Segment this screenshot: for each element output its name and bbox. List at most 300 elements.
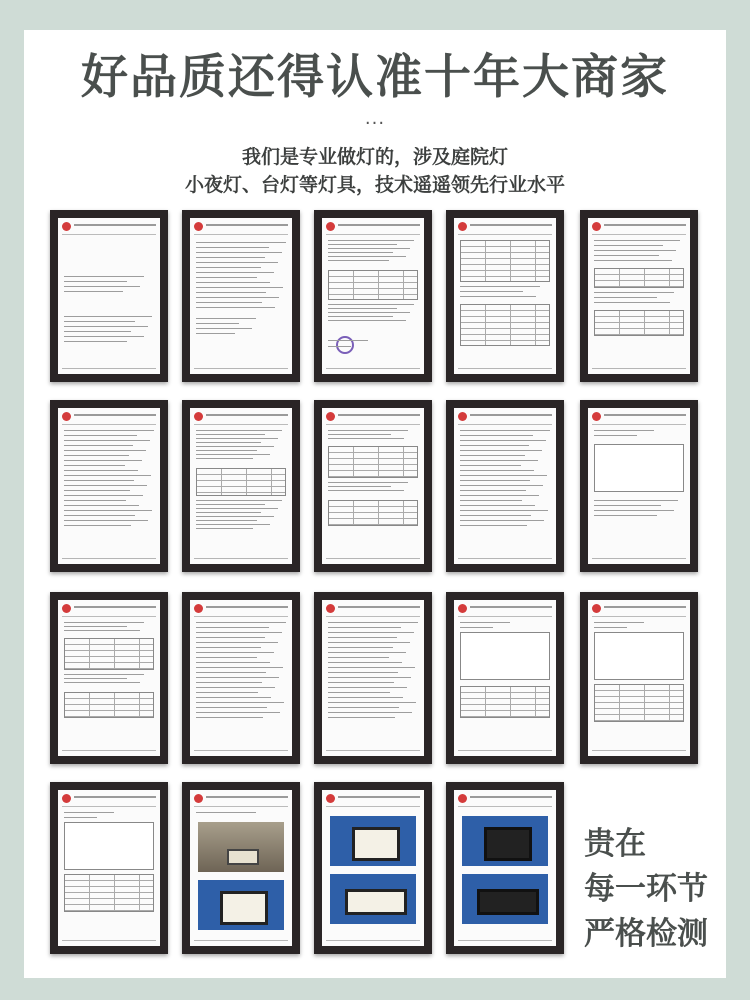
text-line	[328, 248, 410, 249]
certificate-frame	[446, 400, 564, 572]
header-divider	[194, 234, 288, 235]
certificate-page	[190, 218, 292, 374]
slogan-line-1: 贵在	[584, 826, 646, 862]
text-line	[328, 662, 402, 663]
text-line	[64, 440, 150, 441]
lab-logo-icon	[194, 222, 203, 231]
header-rule	[604, 224, 686, 226]
certificate-frame	[314, 210, 432, 382]
lamp-icon	[484, 827, 531, 861]
header-divider	[592, 616, 686, 617]
text-line	[328, 682, 394, 683]
text-line	[328, 657, 389, 658]
footer-rule	[592, 558, 686, 559]
text-line	[328, 240, 414, 241]
text-line	[64, 525, 131, 526]
text-line	[64, 480, 134, 481]
text-line	[196, 277, 257, 278]
header-rule	[74, 796, 156, 798]
setup-diagram	[460, 632, 550, 680]
text-line	[196, 323, 239, 324]
subtitle-line-2: 小夜灯、台灯等灯具，技术遥遥领先行业水平	[184, 174, 565, 196]
header-divider	[62, 424, 156, 425]
header-rule	[206, 606, 288, 608]
text-line	[328, 486, 391, 487]
text-line	[64, 326, 148, 327]
certificate-page	[454, 600, 556, 756]
text-line	[196, 682, 262, 683]
text-line	[196, 307, 275, 308]
text-line	[64, 485, 147, 486]
text-line	[460, 627, 493, 628]
text-line	[196, 647, 261, 648]
text-line	[196, 508, 278, 509]
header-divider	[458, 806, 552, 807]
data-table	[64, 874, 154, 912]
text-line	[196, 667, 283, 668]
slogan-line-2: 每一环节	[584, 871, 708, 907]
data-table	[328, 270, 418, 300]
text-line	[196, 524, 270, 525]
text-line	[460, 286, 540, 287]
header-rule	[338, 224, 420, 226]
lab-logo-icon	[326, 604, 335, 613]
text-line	[328, 340, 368, 341]
header-rule	[338, 796, 420, 798]
text-line	[196, 247, 269, 248]
text-line	[328, 717, 395, 718]
text-line	[64, 460, 142, 461]
text-line	[594, 245, 663, 246]
text-line	[594, 302, 670, 303]
certificate-frame	[50, 210, 168, 382]
text-line	[196, 242, 286, 243]
footer-rule	[326, 368, 420, 369]
header-divider	[326, 806, 420, 807]
header-rule	[470, 606, 552, 608]
text-line	[64, 430, 154, 431]
text-line	[196, 287, 283, 288]
text-line	[196, 267, 261, 268]
text-line	[196, 272, 274, 273]
lab-logo-icon	[62, 604, 71, 613]
header-rule	[338, 606, 420, 608]
text-line	[196, 657, 257, 658]
text-line	[460, 510, 548, 511]
text-line	[196, 434, 265, 435]
text-line	[64, 495, 143, 496]
text-line	[64, 341, 127, 342]
header-rule	[206, 796, 288, 798]
footer-rule	[194, 940, 288, 941]
lamp-icon	[220, 891, 267, 925]
lab-logo-icon	[194, 604, 203, 613]
text-line	[196, 333, 235, 334]
footer-rule	[326, 940, 420, 941]
text-line	[328, 637, 397, 638]
certificate-frame	[50, 592, 168, 764]
footer-rule	[592, 750, 686, 751]
text-line	[328, 622, 418, 623]
text-line	[594, 255, 659, 256]
lab-logo-icon	[458, 604, 467, 613]
text-line	[460, 435, 533, 436]
text-line	[196, 302, 262, 303]
text-line	[594, 622, 644, 623]
text-line	[328, 627, 401, 628]
lab-logo-icon	[592, 222, 601, 231]
header-rule	[604, 414, 686, 416]
certificate-frame	[314, 782, 432, 954]
text-line	[196, 458, 253, 459]
text-line	[460, 505, 535, 506]
text-line	[64, 626, 127, 627]
text-line	[328, 692, 390, 693]
text-line	[460, 485, 543, 486]
certificate-page	[454, 408, 556, 564]
text-line	[594, 250, 676, 251]
text-line	[460, 515, 531, 516]
footer-rule	[194, 558, 288, 559]
text-line	[328, 430, 408, 431]
certificate-page	[322, 790, 424, 946]
lab-logo-icon	[458, 412, 467, 421]
footer-rule	[592, 368, 686, 369]
text-line	[460, 622, 510, 623]
footer-rule	[194, 750, 288, 751]
divider-dots: ...	[364, 108, 386, 129]
text-line	[460, 480, 530, 481]
data-table	[594, 268, 684, 288]
eut-photo	[198, 822, 284, 872]
emission-chart	[594, 632, 684, 680]
text-line	[460, 296, 536, 297]
text-line	[460, 460, 538, 461]
lab-logo-icon	[326, 222, 335, 231]
footer-rule	[62, 940, 156, 941]
text-line	[328, 667, 415, 668]
text-line	[460, 490, 526, 491]
text-line	[328, 490, 404, 491]
text-line	[460, 470, 534, 471]
footer-rule	[194, 368, 288, 369]
text-line	[460, 455, 525, 456]
eut-photo	[462, 874, 548, 924]
certificate-frame	[182, 782, 300, 954]
header-divider	[458, 234, 552, 235]
text-line	[196, 697, 271, 698]
text-line	[196, 627, 269, 628]
header-divider	[62, 616, 156, 617]
text-line	[460, 500, 522, 501]
certificate-frame	[182, 592, 300, 764]
certificate-page	[588, 408, 690, 564]
text-line	[328, 438, 404, 439]
certificate-page	[190, 408, 292, 564]
text-line	[460, 520, 544, 521]
text-line	[64, 515, 135, 516]
text-line	[328, 702, 416, 703]
text-line	[328, 256, 406, 257]
text-line	[196, 702, 284, 703]
text-line	[64, 630, 140, 631]
header-divider	[592, 234, 686, 235]
text-line	[328, 707, 399, 708]
header-divider	[458, 616, 552, 617]
text-line	[64, 510, 152, 511]
certificate-frame	[182, 210, 300, 382]
certificate-frame	[182, 400, 300, 572]
text-line	[460, 445, 529, 446]
text-line	[196, 662, 270, 663]
lamp-icon	[227, 849, 259, 865]
footer-rule	[62, 558, 156, 559]
header-divider	[326, 424, 420, 425]
text-line	[594, 297, 657, 298]
text-line	[64, 505, 139, 506]
text-line	[196, 677, 279, 678]
text-line	[460, 475, 547, 476]
lab-logo-icon	[194, 412, 203, 421]
certificate-page	[58, 408, 160, 564]
text-line	[328, 647, 393, 648]
header-divider	[194, 424, 288, 425]
lamp-icon	[352, 827, 399, 861]
header-divider	[458, 424, 552, 425]
headline: 好品质还得认准十年大商家	[81, 50, 669, 105]
text-line	[196, 687, 275, 688]
text-line	[328, 260, 389, 261]
text-line	[594, 430, 654, 431]
text-line	[328, 320, 406, 321]
certificate-frame	[446, 782, 564, 954]
text-line	[64, 674, 144, 675]
slogan-line-3: 严格检测	[584, 916, 708, 952]
text-line	[64, 291, 123, 292]
text-line	[196, 438, 278, 439]
text-line	[196, 812, 256, 813]
lamp-icon	[477, 889, 538, 915]
text-line	[64, 520, 148, 521]
text-line	[196, 442, 261, 443]
data-table	[328, 446, 418, 478]
header-divider	[62, 234, 156, 235]
text-line	[196, 528, 253, 529]
text-line	[460, 465, 521, 466]
certificate-frame	[314, 592, 432, 764]
lab-logo-icon	[458, 794, 467, 803]
certificate-frame	[580, 592, 698, 764]
header-rule	[338, 414, 420, 416]
data-table	[594, 684, 684, 722]
text-line	[594, 627, 627, 628]
header-divider	[194, 806, 288, 807]
certificate-frame	[50, 782, 168, 954]
text-line	[64, 450, 146, 451]
eut-photo	[330, 874, 416, 924]
certificate-page	[454, 218, 556, 374]
text-line	[196, 520, 257, 521]
text-line	[328, 244, 397, 245]
text-line	[196, 642, 278, 643]
certificate-page	[190, 600, 292, 756]
subtitle-line-1: 我们是专业做灯的，涉及庭院灯	[241, 146, 508, 168]
header-rule	[74, 224, 156, 226]
text-line	[196, 282, 270, 283]
text-line	[196, 257, 265, 258]
text-line	[196, 652, 274, 653]
lab-logo-icon	[62, 412, 71, 421]
text-line	[196, 328, 252, 329]
certificate-page	[588, 600, 690, 756]
text-line	[328, 677, 411, 678]
footer-rule	[458, 940, 552, 941]
text-line	[64, 336, 144, 337]
text-line	[594, 515, 657, 516]
text-line	[196, 500, 282, 501]
footer-rule	[62, 750, 156, 751]
text-line	[64, 286, 140, 287]
eut-photo	[462, 816, 548, 866]
footer-rule	[62, 368, 156, 369]
text-line	[64, 678, 127, 679]
certificate-frame	[580, 400, 698, 572]
certificate-page	[322, 218, 424, 374]
text-line	[328, 434, 391, 435]
lab-logo-icon	[458, 222, 467, 231]
text-line	[460, 495, 539, 496]
data-table	[460, 240, 550, 282]
text-line	[196, 262, 278, 263]
certificate-frame	[50, 400, 168, 572]
text-line	[460, 450, 542, 451]
text-line	[64, 475, 151, 476]
data-table	[64, 638, 154, 670]
text-line	[196, 516, 274, 517]
text-line	[64, 817, 97, 818]
text-line	[64, 455, 129, 456]
text-line	[196, 504, 265, 505]
text-line	[196, 622, 286, 623]
text-line	[196, 692, 258, 693]
text-line	[64, 435, 137, 436]
text-line	[196, 637, 265, 638]
text-line	[328, 632, 414, 633]
text-line	[64, 470, 138, 471]
eut-photo	[198, 880, 284, 930]
text-line	[328, 687, 407, 688]
header-rule	[74, 414, 156, 416]
text-line	[328, 642, 410, 643]
text-line	[196, 707, 267, 708]
certificate-page	[58, 790, 160, 946]
text-line	[196, 632, 282, 633]
text-line	[594, 500, 678, 501]
text-line	[64, 465, 125, 466]
header-divider	[194, 616, 288, 617]
text-line	[196, 454, 270, 455]
footer-rule	[458, 558, 552, 559]
header-rule	[604, 606, 686, 608]
text-line	[64, 321, 135, 322]
text-line	[196, 446, 274, 447]
data-table	[64, 692, 154, 718]
text-line	[196, 297, 279, 298]
text-line	[64, 682, 140, 683]
data-table	[460, 304, 550, 346]
header-divider	[592, 424, 686, 425]
text-line	[460, 525, 527, 526]
text-line	[196, 672, 266, 673]
footer-rule	[326, 558, 420, 559]
text-line	[594, 505, 661, 506]
header-rule	[206, 414, 288, 416]
lab-logo-icon	[62, 222, 71, 231]
text-line	[64, 316, 152, 317]
data-table	[328, 500, 418, 526]
footer-rule	[458, 368, 552, 369]
text-line	[196, 252, 282, 253]
text-line	[64, 281, 127, 282]
text-line	[196, 712, 280, 713]
lab-logo-icon	[592, 604, 601, 613]
header-rule	[470, 414, 552, 416]
text-line	[64, 500, 126, 501]
text-line	[328, 252, 393, 253]
text-line	[328, 712, 412, 713]
header-divider	[62, 806, 156, 807]
footer-rule	[458, 750, 552, 751]
text-line	[64, 490, 130, 491]
text-line	[460, 291, 523, 292]
header-divider	[326, 616, 420, 617]
text-line	[328, 652, 406, 653]
data-table	[196, 468, 286, 496]
certificate-page	[58, 218, 160, 374]
setup-diagram	[594, 444, 684, 492]
text-line	[64, 276, 144, 277]
certificate-page	[190, 790, 292, 946]
text-line	[328, 482, 408, 483]
header-rule	[470, 224, 552, 226]
lab-logo-icon	[326, 412, 335, 421]
text-line	[594, 292, 674, 293]
text-line	[460, 430, 550, 431]
text-line	[64, 812, 114, 813]
text-line	[64, 622, 144, 623]
text-line	[594, 260, 672, 261]
lab-logo-icon	[326, 794, 335, 803]
eut-photo	[330, 816, 416, 866]
header-rule	[206, 224, 288, 226]
text-line	[328, 672, 398, 673]
lamp-icon	[345, 889, 406, 915]
lab-logo-icon	[592, 412, 601, 421]
header-divider	[326, 234, 420, 235]
certificate-page	[58, 600, 160, 756]
text-line	[594, 240, 680, 241]
data-table	[460, 686, 550, 718]
text-line	[196, 717, 263, 718]
footer-rule	[326, 750, 420, 751]
certificate-page	[322, 600, 424, 756]
text-line	[64, 331, 131, 332]
text-line	[196, 292, 266, 293]
text-line	[460, 440, 546, 441]
stamp-icon	[336, 336, 354, 354]
certificate-frame	[314, 400, 432, 572]
text-line	[328, 316, 393, 317]
